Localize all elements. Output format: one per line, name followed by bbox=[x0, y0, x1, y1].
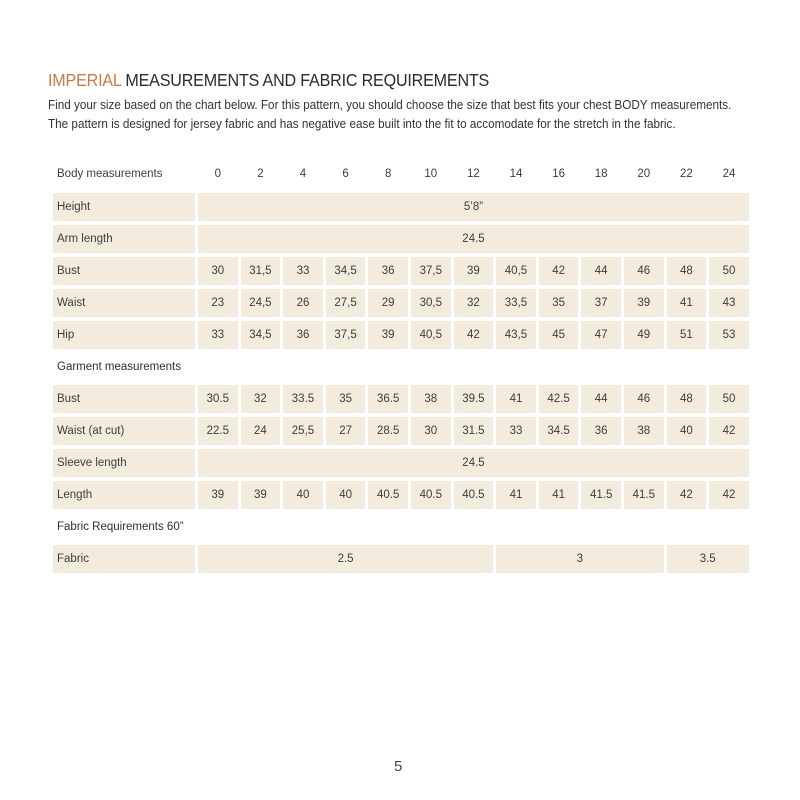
size-value: 30 bbox=[198, 257, 238, 285]
size-value: 39.5 bbox=[454, 385, 494, 413]
size-value: 32 bbox=[241, 385, 281, 413]
size-value: 40.5 bbox=[411, 481, 451, 509]
size-value: 39 bbox=[198, 481, 238, 509]
size-value: 46 bbox=[624, 385, 664, 413]
size-value: 27 bbox=[326, 417, 366, 445]
body-row-hip bbox=[53, 321, 749, 349]
size-header: 22 bbox=[679, 168, 693, 180]
size-value: 33 bbox=[496, 417, 536, 445]
size-header: 0 bbox=[214, 168, 221, 180]
garment-row-length bbox=[53, 481, 749, 509]
size-value: 42 bbox=[454, 321, 494, 349]
size-header: 18 bbox=[594, 168, 608, 180]
size-value: 48 bbox=[667, 385, 707, 413]
body-measurements-header: Body measurements bbox=[57, 168, 163, 180]
size-value: 30 bbox=[411, 417, 451, 445]
row-label: Waist (at cut) bbox=[53, 417, 195, 445]
size-header: 12 bbox=[466, 168, 480, 180]
size-value: 30,5 bbox=[411, 289, 451, 317]
body-row-height bbox=[53, 193, 749, 221]
size-value: 38 bbox=[411, 385, 451, 413]
size-value: 41.5 bbox=[581, 481, 621, 509]
size-value: 32 bbox=[454, 289, 494, 317]
size-value: 37 bbox=[581, 289, 621, 317]
garment-row-sleeve-length bbox=[53, 449, 749, 477]
size-value: 31,5 bbox=[241, 257, 281, 285]
size-header: 24 bbox=[722, 168, 736, 180]
body-row-bust bbox=[53, 257, 749, 285]
fabric-requirements-header-row bbox=[53, 513, 749, 541]
size-value: 53 bbox=[709, 321, 749, 349]
size-value: 39 bbox=[624, 289, 664, 317]
size-header: 14 bbox=[509, 168, 523, 180]
page-number: 5 bbox=[394, 758, 403, 775]
size-value: 45 bbox=[539, 321, 579, 349]
size-value: 43,5 bbox=[496, 321, 536, 349]
garment-measurements-header: Garment measurements bbox=[57, 361, 181, 373]
intro-line: Find your size based on the chart below. For this pattern, you should choose the size that best fits your chest BODY measurements. bbox=[48, 98, 732, 112]
garment-row-bust bbox=[53, 385, 749, 413]
size-value: 30.5 bbox=[198, 385, 238, 413]
size-value: 40.5 bbox=[368, 481, 408, 509]
size-value: 50 bbox=[709, 385, 749, 413]
size-value: 42 bbox=[709, 417, 749, 445]
size-value: 33 bbox=[198, 321, 238, 349]
size-value: 34,5 bbox=[241, 321, 281, 349]
size-value: 39 bbox=[241, 481, 281, 509]
size-header: 20 bbox=[637, 168, 651, 180]
size-value: 24 bbox=[241, 417, 281, 445]
size-value: 44 bbox=[581, 257, 621, 285]
size-header: 6 bbox=[342, 168, 349, 180]
spanned-value: 24.5 bbox=[198, 225, 749, 253]
size-value: 41.5 bbox=[624, 481, 664, 509]
body-row-arm-length bbox=[53, 225, 749, 253]
title-rest: MEASUREMENTS AND FABRIC REQUIREMENTS bbox=[121, 70, 490, 90]
row-label: Waist bbox=[53, 289, 195, 317]
size-value: 34.5 bbox=[539, 417, 579, 445]
size-value: 22.5 bbox=[198, 417, 238, 445]
header-row bbox=[53, 160, 749, 188]
size-header: 16 bbox=[552, 168, 565, 180]
fabric-amount: 3 bbox=[496, 545, 663, 573]
size-value: 36 bbox=[581, 417, 621, 445]
size-header: 2 bbox=[257, 168, 264, 180]
size-value: 49 bbox=[624, 321, 664, 349]
size-value: 38 bbox=[624, 417, 664, 445]
size-value: 42.5 bbox=[539, 385, 579, 413]
intro-line: The pattern is designed for jersey fabric and has negative ease built into the fit to accomodate for the stretch in the fabric. bbox=[48, 117, 676, 131]
row-label: Arm length bbox=[53, 225, 195, 253]
size-header: 4 bbox=[299, 168, 307, 180]
size-value: 23 bbox=[198, 289, 238, 317]
size-value: 36 bbox=[368, 257, 408, 285]
intro-text bbox=[48, 96, 731, 134]
spanned-value: 5’8” bbox=[198, 193, 749, 221]
size-value: 34,5 bbox=[326, 257, 366, 285]
size-value: 39 bbox=[368, 321, 408, 349]
fabric-amount: 3.5 bbox=[667, 545, 749, 573]
row-label: Sleeve length bbox=[53, 449, 195, 477]
size-value: 40 bbox=[667, 417, 707, 445]
size-value: 36 bbox=[283, 321, 323, 349]
size-value: 40 bbox=[283, 481, 323, 509]
title-accent: IMPERIAL bbox=[48, 70, 122, 90]
size-value: 35 bbox=[539, 289, 579, 317]
size-value: 25,5 bbox=[283, 417, 323, 445]
size-value: 44 bbox=[581, 385, 621, 413]
fabric-row bbox=[53, 545, 749, 573]
garment-row-waist-at-cut bbox=[53, 417, 749, 445]
page-title bbox=[48, 70, 489, 91]
size-value: 40 bbox=[326, 481, 366, 509]
row-label: Hip bbox=[53, 321, 195, 349]
size-value: 36.5 bbox=[368, 385, 408, 413]
size-value: 31.5 bbox=[454, 417, 494, 445]
size-value: 48 bbox=[667, 257, 707, 285]
size-value: 33,5 bbox=[496, 289, 536, 317]
size-value: 33.5 bbox=[283, 385, 323, 413]
size-value: 27,5 bbox=[326, 289, 366, 317]
size-value: 33 bbox=[283, 257, 323, 285]
size-value: 37,5 bbox=[411, 257, 451, 285]
spanned-value: 24.5 bbox=[198, 449, 749, 477]
size-value: 47 bbox=[581, 321, 621, 349]
size-value: 42 bbox=[709, 481, 749, 509]
size-value: 41 bbox=[496, 385, 536, 413]
row-label: Height bbox=[53, 193, 195, 221]
size-value: 42 bbox=[539, 257, 579, 285]
size-value: 40,5 bbox=[411, 321, 451, 349]
size-value: 28.5 bbox=[368, 417, 408, 445]
row-label: Bust bbox=[53, 257, 195, 285]
row-label: Bust bbox=[53, 385, 195, 413]
size-value: 51 bbox=[667, 321, 707, 349]
fabric-amount: 2.5 bbox=[198, 545, 493, 573]
size-value: 41 bbox=[667, 289, 707, 317]
size-value: 42 bbox=[667, 481, 707, 509]
size-value: 41 bbox=[539, 481, 579, 509]
size-value: 39 bbox=[454, 257, 494, 285]
row-label: Fabric bbox=[53, 545, 195, 573]
size-value: 46 bbox=[624, 257, 664, 285]
size-header: 8 bbox=[384, 168, 392, 180]
size-value: 26 bbox=[283, 289, 323, 317]
fabric-requirements-header: Fabric Requirements 60” bbox=[57, 521, 184, 533]
size-value: 50 bbox=[709, 257, 749, 285]
row-label: Length bbox=[53, 481, 195, 509]
garment-measurements-header-row bbox=[53, 353, 749, 381]
size-value: 24,5 bbox=[241, 289, 281, 317]
body-row-waist bbox=[53, 289, 749, 317]
size-value: 29 bbox=[368, 289, 408, 317]
size-value: 40,5 bbox=[496, 257, 536, 285]
size-value: 43 bbox=[709, 289, 749, 317]
size-value: 37,5 bbox=[326, 321, 366, 349]
size-value: 40.5 bbox=[454, 481, 494, 509]
size-header: 10 bbox=[424, 168, 438, 180]
size-value: 35 bbox=[326, 385, 366, 413]
size-value: 41 bbox=[496, 481, 536, 509]
